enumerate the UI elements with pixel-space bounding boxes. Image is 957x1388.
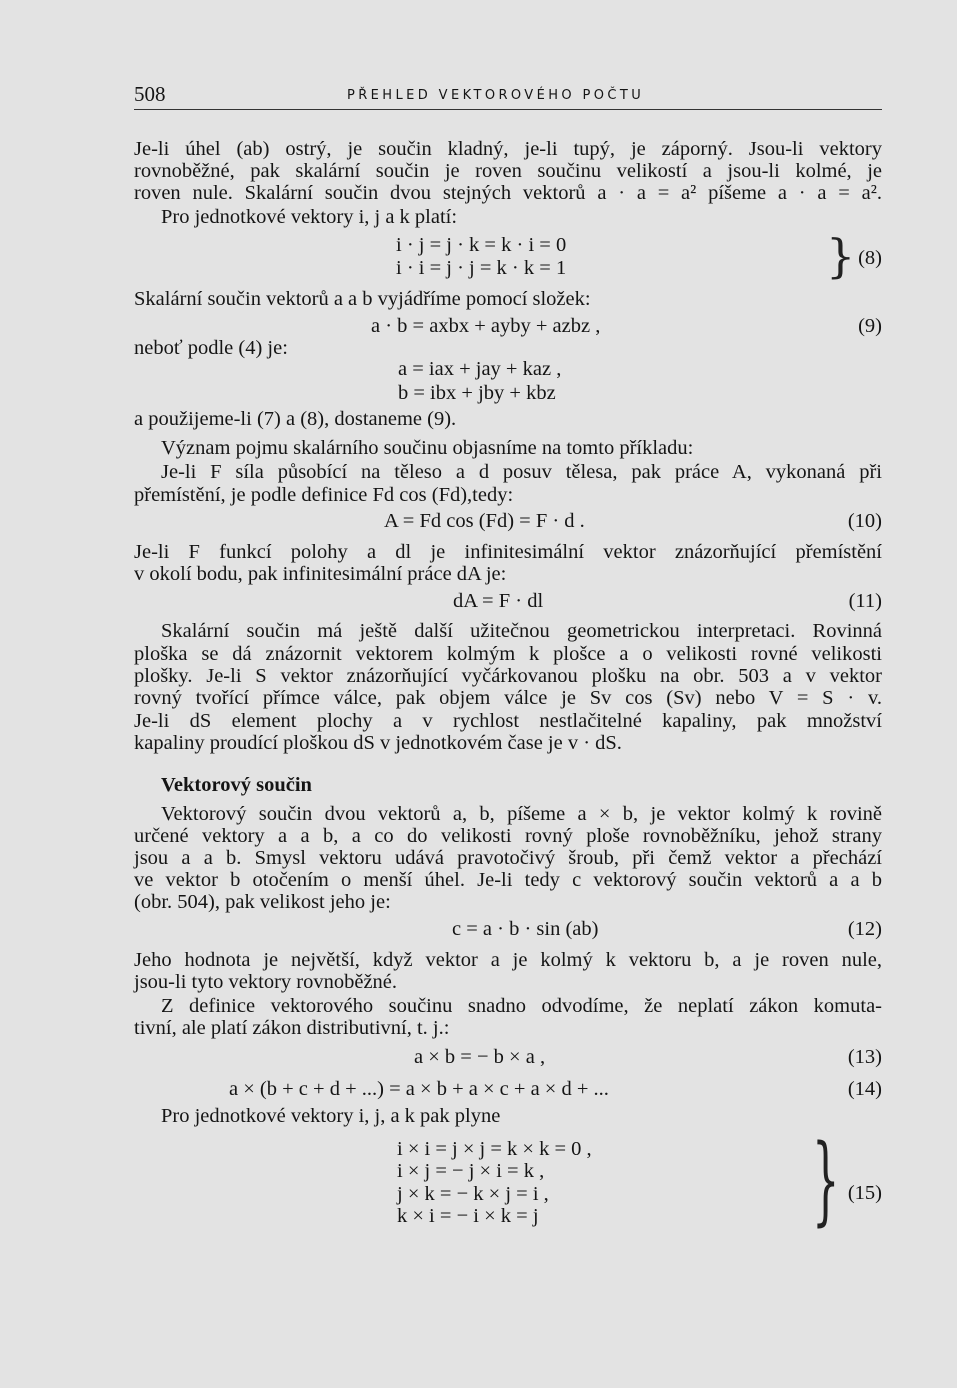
brace-icon: }	[826, 229, 856, 283]
text-line: Je-li F síla působící na těleso a d posuv tělesa, pak práce A, vykonaná při	[161, 461, 882, 483]
text-line: a použijeme-li (7) a (8), dostaneme (9).	[134, 408, 457, 430]
text-line: kapaliny proudící ploškou dS v jednotkovém čase je v · dS.	[134, 732, 622, 754]
text-line: Z definice vektorového součinu snadno odvodíme, že neplatí zákon komuta-	[161, 995, 882, 1017]
equation-14: a × (b + c + d + ...) = a × b + a × c + a × d + ...	[229, 1078, 609, 1100]
text-line: Pro jednotkové vektory i, j, a k pak plyne	[161, 1105, 501, 1127]
text-line: určené vektory a a b, a co do velikosti rovný ploše rovnoběžníku, jehož strany	[134, 825, 882, 847]
equation-12: c = a · b · sin (ab)	[452, 918, 599, 940]
equation-number: (9)	[858, 315, 882, 337]
text-line: neboť podle (4) je:	[134, 337, 288, 359]
text-line: Jeho hodnota je největší, když vektor a je kolmý k vektoru b, a je roven nule,	[134, 949, 882, 971]
header-rule	[134, 109, 882, 110]
text-line: v okolí bodu, pak infinitesimální práce dA je:	[134, 563, 507, 585]
text-line: Je-li úhel (ab) ostrý, je součin kladný, je-li tupý, je záporný. Jsou-li vektory	[134, 138, 882, 160]
text-line: jsou a a b. Smysl vektoru udává pravotočivý šroub, při čemž vektor a přechází	[134, 847, 882, 869]
text-line: přemístění, je podle definice Fd cos (Fd),tedy:	[134, 484, 514, 506]
equation-9: a · b = axbx + ayby + azbz ,	[371, 315, 601, 337]
equation-number: (14)	[847, 1078, 882, 1100]
text-line: (obr. 504), pak velikost jeho je:	[134, 891, 391, 913]
equation-number: (10)	[847, 510, 882, 532]
text-line: Vektorový součin dvou vektorů a, b, píšeme a × b, je vektor kolmý k rovině	[161, 803, 882, 825]
text-line: rovný tvořící přímce válce, pak objem válce je Sv cos (Sv) nebo V = S · v.	[134, 687, 882, 709]
equation-number: (11)	[848, 590, 882, 612]
equation-15-line-4: k × i = − i × k = j	[397, 1205, 539, 1227]
equation-8-line-1: i · j = j · k = k · i = 0	[396, 234, 567, 256]
equation-13: a × b = − b × a ,	[414, 1046, 546, 1068]
equation-8-line-2: i · i = j · j = k · k = 1	[396, 257, 567, 279]
text-line: Skalární součin vektorů a a b vyjádříme pomocí složek:	[134, 288, 591, 310]
section-heading: Vektorový součin	[161, 774, 312, 796]
text-line: jsou-li tyto vektory rovnoběžné.	[134, 971, 398, 993]
text-line: ve vektor b otočením o menší úhel. Je-li tedy c vektorový součin vektorů a a b	[134, 869, 882, 891]
page-number: 508	[134, 82, 166, 106]
equation-15-line-1: i × i = j × j = k × k = 0 ,	[397, 1138, 592, 1160]
equation-component-b: b = ibx + jby + kbz	[398, 382, 556, 404]
text-line: Je-li F funkcí polohy a dl je infinitesimální vektor znázorňující přemístění	[134, 541, 882, 563]
equation-component-a: a = iax + jay + kaz ,	[398, 358, 562, 380]
running-title: PŘEHLED VEKTOROVÉHO POČTU	[347, 88, 645, 103]
text-line: ploška se dá znázornit vektorem kolmým k plošce a o velikosti rovné velikosti	[134, 643, 882, 665]
equation-15-line-2: i × j = − j × i = k ,	[397, 1160, 545, 1182]
text-line: rovnoběžné, pak skalární součin je roven součinu velikostí a jsou-li kolmé, je	[134, 160, 882, 182]
equation-10: A = Fd cos (Fd) = F · d .	[384, 510, 585, 532]
equation-number: (13)	[847, 1046, 882, 1068]
brace-icon: }	[812, 1124, 840, 1236]
equation-number: (8)	[858, 247, 882, 269]
equation-number: (12)	[847, 918, 882, 940]
text-line: Je-li dS element plochy a v rychlost nestlačitelné kapaliny, pak množství	[134, 710, 882, 732]
text-line: Pro jednotkové vektory i, j a k platí:	[161, 206, 458, 228]
text-line: roven nule. Skalární součin dvou stejných vektorů a · a = a² píšeme a · a = a².	[134, 182, 882, 204]
text-line: tivní, ale platí zákon distributivní, t. j.:	[134, 1017, 450, 1039]
text-line: plošky. Je-li S vektor znázorňující vyčárkovanou plošku na obr. 503 a v vektor	[134, 665, 882, 687]
equation-11: dA = F · dl	[453, 590, 544, 612]
equation-15-line-3: j × k = − k × j = i ,	[397, 1183, 549, 1205]
text-line: Význam pojmu skalárního součinu objasníme na tomto příkladu:	[161, 437, 694, 459]
equation-number: (15)	[847, 1182, 882, 1204]
text-line: Skalární součin má ještě další užitečnou geometrickou interpretaci. Rovinná	[161, 620, 882, 642]
